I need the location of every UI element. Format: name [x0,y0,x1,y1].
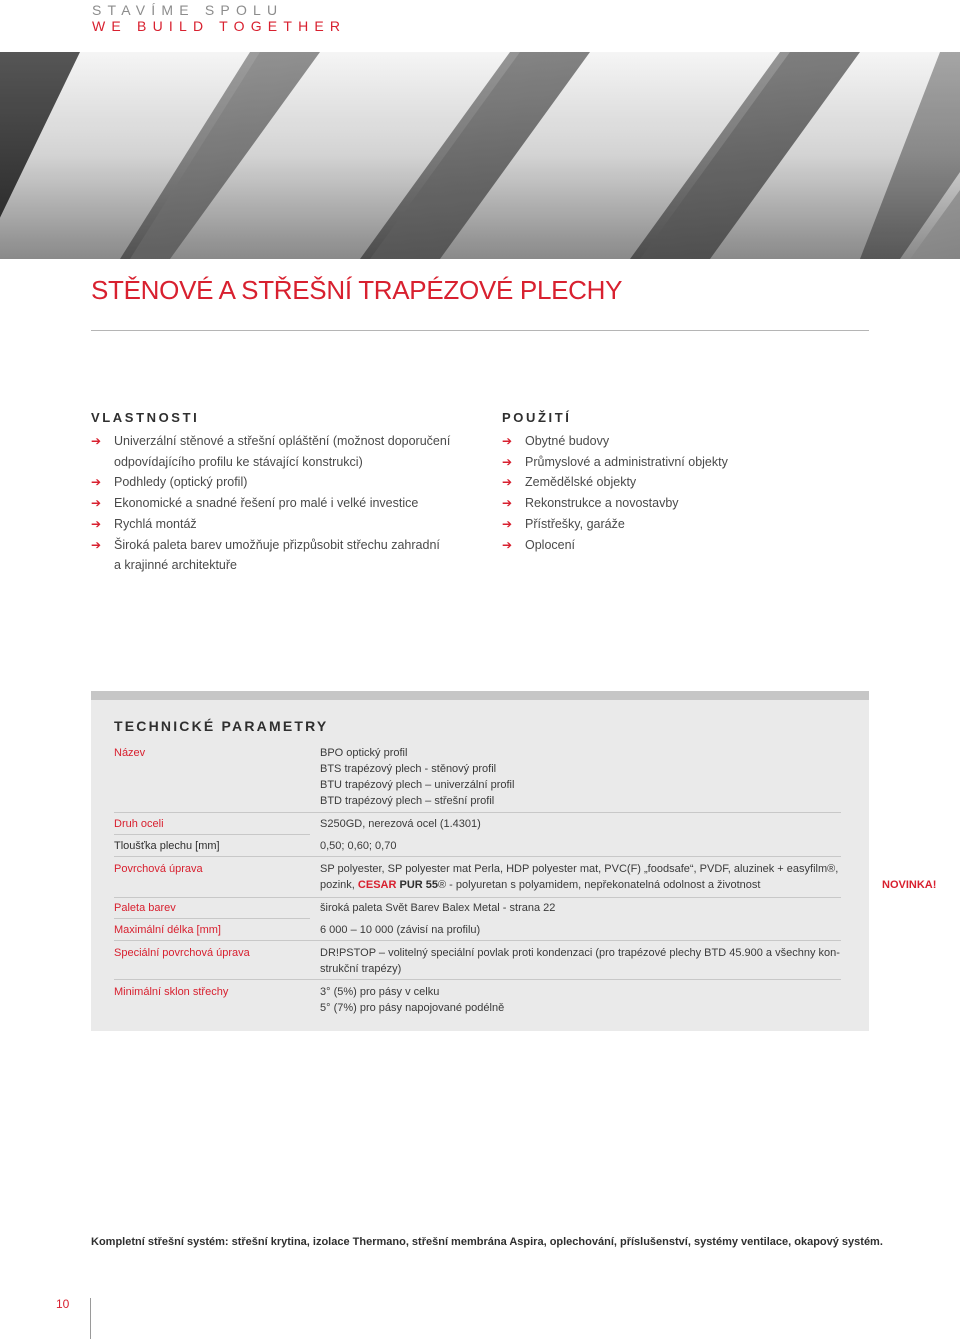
list-item-text: Rychlá montáž [114,516,197,531]
panel-top-bar [91,691,869,700]
list-item [91,431,471,472]
param-value-line: DR!PSTOP – volitelný speciální povlak proti kondenzaci (pro trapézové plechy BTD 45.900 a všechny kon- [320,947,840,959]
arrow-right-icon: ➔ [91,434,102,448]
param-value-line: BTS trapézový plech - stěnový profil [320,763,497,775]
title-divider [91,330,869,331]
param-label: Druh oceli [114,818,164,830]
list-item-text: Přístřešky, garáže [525,516,625,531]
list-item [502,535,802,556]
param-value [320,900,830,916]
brand-tagline-en: WE BUILD TOGETHER [92,18,347,34]
list-item-text: Široká paleta barev umožňuje přizpůsobit střechu zahradní [114,537,440,552]
list-item-text: Rekonstrukce a novostavby [525,496,679,511]
coating-text: pozink, [320,879,358,891]
hero-image [0,52,960,259]
list-item-text: a krajinné architektuře [114,558,237,573]
row-divider [114,918,310,919]
page-title: STĚNOVÉ A STŘEŠNÍ TRAPÉZOVÉ PLECHY [91,275,623,305]
arrow-right-icon: ➔ [91,496,102,511]
param-label: Název [114,747,146,759]
param-value-line: S250GD, nerezová ocel (1.4301) [320,818,481,830]
page-number-divider [90,1298,91,1339]
param-label: Paleta barev [114,902,176,914]
param-value-line: široká paleta Svět Barev Balex Metal - strana 22 [320,902,556,914]
row-divider [114,979,841,980]
new-badge: NOVINKA! [882,879,937,891]
brand-header [92,2,346,34]
list-item [91,472,471,493]
param-value [320,838,830,854]
param-value-line: BPO optický profil [320,747,408,759]
list-item [91,514,471,535]
param-label: Minimální sklon střechy [114,986,229,998]
param-value [320,984,830,1016]
technical-parameters-heading: TECHNICKÉ PARAMETRY [114,718,329,734]
trapezoidal-sheet-photo-icon [0,52,960,259]
param-value [320,945,840,977]
list-item [502,493,802,514]
param-label: Povrchová úprava [114,863,203,875]
param-value [320,861,839,893]
list-item [502,472,802,493]
param-value [320,922,830,938]
param-value [320,745,830,809]
arrow-right-icon: ➔ [502,454,513,469]
param-label: Tloušťka plechu [mm] [114,840,220,852]
list-item [502,514,802,535]
usage-heading: POUŽITÍ [502,410,572,425]
properties-list [91,431,471,576]
list-item [502,452,802,473]
list-item [91,493,471,514]
technical-parameters-panel [91,691,869,1031]
list-item-text: Oplocení [525,537,576,552]
usage-section [502,410,802,555]
param-value-line: BTD trapézový plech – střešní profil [320,795,495,807]
footnote: Kompletní střešní systém: střešní krytina, izolace Thermano, střešní membrána Aspira, oplechování, příslušenství, systémy ventilace, okapový systém. [91,1236,883,1248]
list-item-text: Univerzální stěnové a střešní opláštění (možnost doporučení [114,434,451,448]
page-number: 10 [56,1297,70,1311]
param-value-line: SP polyester, SP polyester mat Perla, HDP polyester mat, PVC(F) „foodsafe“, PVDF, aluzinek + easyfilm®, [320,863,839,875]
arrow-right-icon: ➔ [91,516,102,531]
param-value-line [320,877,830,893]
list-item [502,431,802,452]
cesar-brand: CESAR [357,879,397,891]
arrow-right-icon: ➔ [91,537,102,552]
list-item-text: Ekonomické a snadné řešení pro malé i velké investice [114,496,419,511]
param-value [320,816,830,832]
param-value-line: 0,50; 0,60; 0,70 [320,840,397,852]
list-item-text: Obytné budovy [525,434,610,448]
pur-brand: PUR 55 [396,879,439,891]
properties-heading: VLASTNOSTI [91,410,200,425]
arrow-right-icon: ➔ [502,516,513,531]
list-item [91,535,471,576]
list-item-text: Podhledy (optický profil) [114,475,248,490]
row-divider [114,940,841,941]
list-item-text: odpovídajícího profilu ke stávající konstrukci) [114,454,363,469]
row-divider [114,834,310,835]
row-divider [114,856,841,857]
coating-text: ® - polyuretan s polyamidem, nepřekonatelná odolnost a životnost [438,879,761,891]
usage-list [502,431,802,555]
row-divider [114,812,841,813]
param-value-line: strukční trapézy) [320,963,402,975]
param-value-line: 5° (7%) pro pásy napojované podélně [320,1002,505,1014]
param-label: Speciální povrchová úprava [114,947,250,959]
brand-tagline-cz: STAVÍME SPOLU [92,2,284,18]
arrow-right-icon: ➔ [502,475,513,490]
param-value-line: 6 000 – 10 000 (závisí na profilu) [320,924,481,936]
list-item-text: Zemědělské objekty [525,475,637,490]
param-value-line: 3° (5%) pro pásy v celku [320,986,440,998]
arrow-right-icon: ➔ [502,496,513,511]
arrow-right-icon: ➔ [91,475,102,490]
properties-section [91,410,471,576]
arrow-right-icon: ➔ [502,537,513,552]
param-label: Maximální délka [mm] [114,924,221,936]
row-divider [114,897,841,898]
param-value-line: BTU trapézový plech – univerzální profil [320,779,515,791]
list-item-text: Průmyslové a administrativní objekty [525,454,728,469]
arrow-right-icon: ➔ [502,434,513,448]
